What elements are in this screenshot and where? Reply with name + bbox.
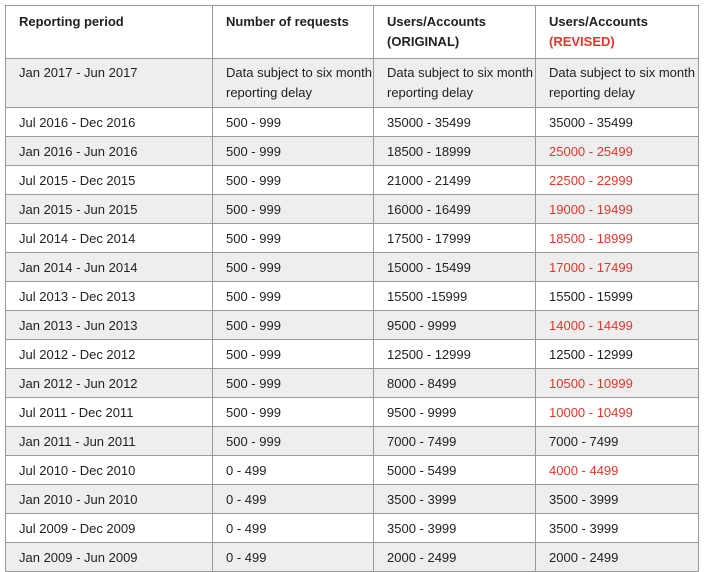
cell-original: 12500 - 12999: [374, 340, 536, 369]
table-row: [6, 224, 699, 253]
cell-period: Jul 2011 - Dec 2011: [6, 398, 213, 427]
cell-requests: 500 - 999: [213, 398, 374, 427]
cell-requests: 500 - 999: [213, 108, 374, 137]
cell-original: 5000 - 5499: [374, 456, 536, 485]
cell-original: 16000 - 16499: [374, 195, 536, 224]
cell-revised: 14000 - 14499: [536, 311, 699, 340]
cell-period: Jul 2016 - Dec 2016: [6, 108, 213, 137]
cell-period: Jul 2013 - Dec 2013: [6, 282, 213, 311]
table-row: [6, 398, 699, 427]
header-original-line1: Users/Accounts: [387, 14, 486, 29]
table-row: [6, 137, 699, 166]
cell-requests: Data subject to six month reporting delay: [213, 59, 374, 108]
cell-revised: 10000 - 10499: [536, 398, 699, 427]
cell-revised: 17000 - 17499: [536, 253, 699, 282]
cell-original: 3500 - 3999: [374, 485, 536, 514]
table-body: [6, 59, 699, 572]
cell-period: Jan 2010 - Jun 2010: [6, 485, 213, 514]
cell-original: 2000 - 2499: [374, 543, 536, 572]
cell-revised: 4000 - 4499: [536, 456, 699, 485]
cell-period: Jul 2012 - Dec 2012: [6, 340, 213, 369]
cell-requests: 500 - 999: [213, 427, 374, 456]
cell-period: Jan 2017 - Jun 2017: [6, 59, 213, 108]
cell-requests: 500 - 999: [213, 195, 374, 224]
cell-requests: 500 - 999: [213, 340, 374, 369]
cell-period: Jan 2013 - Jun 2013: [6, 311, 213, 340]
reporting-table: [5, 5, 699, 572]
cell-period: Jan 2014 - Jun 2014: [6, 253, 213, 282]
table-row: [6, 166, 699, 195]
cell-requests: 500 - 999: [213, 137, 374, 166]
cell-period: Jan 2011 - Jun 2011: [6, 427, 213, 456]
cell-requests: 500 - 999: [213, 282, 374, 311]
cell-original: 7000 - 7499: [374, 427, 536, 456]
table-row: [6, 369, 699, 398]
table-row: [6, 427, 699, 456]
cell-original: 8000 - 8499: [374, 369, 536, 398]
cell-revised: 10500 - 10999: [536, 369, 699, 398]
table-row: [6, 514, 699, 543]
cell-revised: Data subject to six month reporting delay: [536, 59, 699, 108]
table-row: [6, 195, 699, 224]
table-row: [6, 311, 699, 340]
cell-period: Jan 2009 - Jun 2009: [6, 543, 213, 572]
cell-revised: 7000 - 7499: [536, 427, 699, 456]
cell-requests: 500 - 999: [213, 166, 374, 195]
table-row: [6, 485, 699, 514]
cell-revised: 12500 - 12999: [536, 340, 699, 369]
header-row: [6, 6, 699, 59]
cell-period: Jan 2012 - Jun 2012: [6, 369, 213, 398]
cell-requests: 0 - 499: [213, 485, 374, 514]
cell-original: 18500 - 18999: [374, 137, 536, 166]
cell-original: 3500 - 3999: [374, 514, 536, 543]
cell-original: 21000 - 21499: [374, 166, 536, 195]
cell-period: Jan 2016 - Jun 2016: [6, 137, 213, 166]
header-revised-line1: Users/Accounts: [549, 14, 648, 29]
cell-original: 35000 - 35499: [374, 108, 536, 137]
cell-revised: 18500 - 18999: [536, 224, 699, 253]
cell-original: 15500 -15999: [374, 282, 536, 311]
cell-revised: 15500 - 15999: [536, 282, 699, 311]
cell-original: 9500 - 9999: [374, 311, 536, 340]
cell-revised: 22500 - 22999: [536, 166, 699, 195]
cell-requests: 500 - 999: [213, 224, 374, 253]
cell-requests: 0 - 499: [213, 456, 374, 485]
cell-period: Jul 2015 - Dec 2015: [6, 166, 213, 195]
header-revised: [536, 6, 699, 59]
cell-revised: 35000 - 35499: [536, 108, 699, 137]
cell-revised: 2000 - 2499: [536, 543, 699, 572]
cell-original: 9500 - 9999: [374, 398, 536, 427]
cell-revised: 3500 - 3999: [536, 514, 699, 543]
cell-period: Jul 2009 - Dec 2009: [6, 514, 213, 543]
table-row: [6, 253, 699, 282]
cell-period: Jul 2010 - Dec 2010: [6, 456, 213, 485]
cell-requests: 500 - 999: [213, 311, 374, 340]
cell-original: Data subject to six month reporting delay: [374, 59, 536, 108]
cell-requests: 0 - 499: [213, 514, 374, 543]
table-row: [6, 282, 699, 311]
cell-revised: 25000 - 25499: [536, 137, 699, 166]
cell-requests: 500 - 999: [213, 369, 374, 398]
header-revised-line2: (REVISED): [549, 34, 615, 49]
cell-requests: 0 - 499: [213, 543, 374, 572]
cell-revised: 3500 - 3999: [536, 485, 699, 514]
table-row: [6, 543, 699, 572]
cell-revised: 19000 - 19499: [536, 195, 699, 224]
cell-requests: 500 - 999: [213, 253, 374, 282]
header-period: Reporting period: [6, 6, 213, 59]
table-row: [6, 340, 699, 369]
table-row: [6, 456, 699, 485]
header-original: [374, 6, 536, 59]
table-row: [6, 108, 699, 137]
cell-period: Jul 2014 - Dec 2014: [6, 224, 213, 253]
header-requests: Number of requests: [213, 6, 374, 59]
table-row: [6, 59, 699, 108]
cell-original: 15000 - 15499: [374, 253, 536, 282]
cell-period: Jan 2015 - Jun 2015: [6, 195, 213, 224]
cell-original: 17500 - 17999: [374, 224, 536, 253]
header-original-line2: (ORIGINAL): [387, 34, 460, 49]
